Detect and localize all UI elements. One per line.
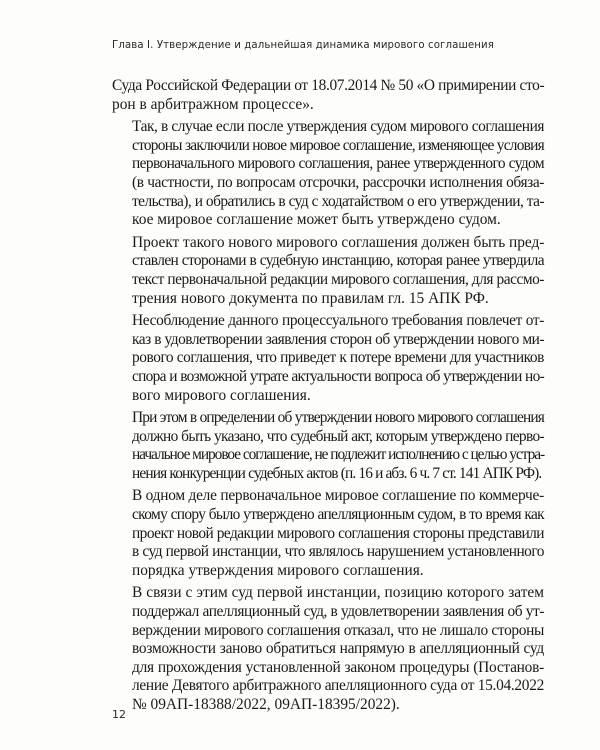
paragraph [112,118,544,230]
text-line: Несоблюдение данного процессуального требования повлечет от- [132,312,544,330]
text-line: должно быть указано, что судебный акт, которым утверждено перво- [132,427,544,445]
paragraph [112,584,544,714]
page-number: 12 [112,708,126,721]
text-line: вого мирового соглашения. [132,386,311,404]
text-line: В одном деле первоначальное мировое соглашение по коммерче- [132,487,544,505]
text-line: спора и возможной утрате актуальности вопроса об утверждении но- [132,367,544,385]
text-line: текст первоначальной редакции мирового соглашения, для рассмо- [132,270,545,288]
paragraph [112,312,544,405]
text-line: каз в удовлетворении заявления сторон об утверждении нового ми- [132,330,544,348]
paragraph [112,234,544,308]
text-line: возможности заново обратиться напрямую в апелляционный суд [132,640,544,658]
text-line: кое мировое соглашение может быть утверждено судом. [132,211,501,229]
running-head: Глава I. Утверждение и дальнейшая динамика мирового соглашения [112,40,494,51]
text-line: в суд первой инстанции, что являлось нарушением установленного [132,543,544,561]
text-line: Проект такого нового мирового соглашения должен быть пред- [132,233,545,251]
text-line: Так, в случае если после утверждения судом мирового соглашения [132,118,544,136]
text-line: При этом в определении об утверждении нового мирового соглашения [132,409,544,427]
text-line: (в частности, по вопросам отсрочки, рассрочки исполнения обяза- [132,173,544,191]
text-line: ставлен сторонами в судебную инстанцию, которая ранее утвердила [132,252,544,270]
text-line: ление Девятого арбитражного апелляционного суда от 15.04.2022 [132,677,544,695]
text-line: первоначального мирового соглашения, ранее утвержденного судом [132,155,544,173]
text-line: рон в арбитражном процессе». [112,95,314,113]
text-line: Суда Российской Федерации от 18.07.2014 № 50 «О примирении сто- [112,77,545,94]
text-line: для прохождения установленной законом процедуры (Постанов- [132,658,544,676]
text-line: В связи с этим суд первой инстанции, позицию которого затем [132,584,544,602]
text-line: верждении мирового соглашения отказал, что не лишало стороны [132,621,544,639]
text-line: стороны заключили новое мировое соглашение, изменяющее условия [132,136,544,154]
body-text [112,77,544,719]
text-line: трения нового документа по правилам гл. 15 АПК РФ. [132,289,489,307]
text-line: рового соглашения, что приведет к потере времени для участников [132,349,544,367]
paragraph [112,487,544,580]
paragraph [112,77,544,114]
paragraph [112,409,544,483]
text-line: скому спору было утверждено апелляционным судом, в то время как [132,506,544,524]
text-line: нения конкуренции судебных актов (п. 16 и абз. 6 ч. 7 ст. 141 АПК РФ). [132,464,542,482]
text-line: проект новой редакции мирового соглашения стороны представили [132,524,544,542]
text-line: порядка утверждения мирового соглашения. [132,561,424,579]
text-line: поддержал апелляционный суд, в удовлетворении заявления об ут- [132,603,544,621]
text-line: № 09АП-18388/2022, 09АП-18395/2022). [132,696,400,713]
text-line: начальное мировое соглашение, не подлежит исполнению с целью устра- [132,446,545,464]
text-line: тельства), и обратились в суд с ходатайством о его утверждении, та- [132,192,544,210]
